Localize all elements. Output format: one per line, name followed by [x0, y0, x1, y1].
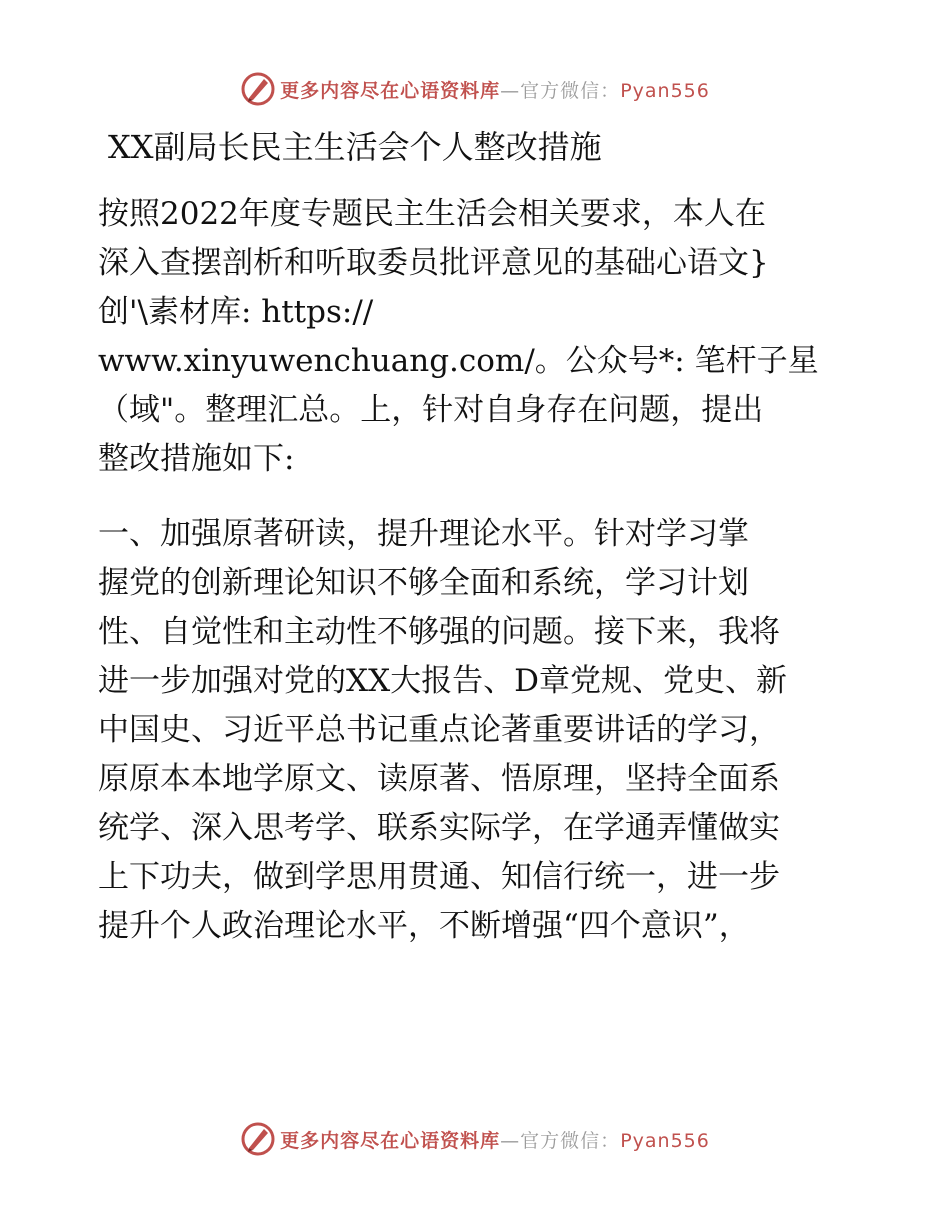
watermark-brand: 更多内容尽在心语资料库: [280, 79, 501, 102]
paragraph-intro: [98, 190, 858, 484]
watermark-separator: —: [500, 1129, 521, 1152]
text-line: 按照2022年度专题民主生活会相关要求，本人在: [98, 196, 766, 232]
watermark-prefix: 官方微信：: [520, 79, 621, 102]
document-body: [98, 124, 858, 951]
text-line: 整改措施如下:: [98, 441, 295, 477]
text-line: 统学、深入思考学、联系实际学，在学通弄懂做实: [98, 810, 780, 846]
header-watermark: [0, 66, 950, 112]
watermark-text: [280, 1126, 710, 1153]
watermark-brand: 更多内容尽在心语资料库: [280, 1129, 501, 1152]
watermark-text: [280, 76, 710, 103]
paragraph-section-1: [98, 510, 858, 951]
text-line: 原原本本地学原文、读原著、悟原理，坚持全面系: [98, 761, 780, 797]
text-line: 进一步加强对党的XX大报告、D章党规、党史、新: [98, 663, 787, 699]
footer-watermark: [0, 1116, 950, 1162]
text-line: （域"。整理汇总。上，针对自身存在问题，提出: [98, 392, 764, 428]
document-title: XX副局长民主生活会个人整改措施: [108, 128, 602, 166]
pen-nib-logo-icon: [240, 71, 276, 107]
text-line: 性、自觉性和主动性不够强的问题。接下来，我将: [98, 614, 780, 650]
watermark-separator: —: [500, 79, 521, 102]
text-line: 中国史、习近平总书记重点论著重要讲话的学习，: [98, 712, 780, 748]
text-line: 一、加强原著研读，提升理论水平。针对学习掌: [98, 516, 749, 552]
text-line: 深入查摆剖析和听取委员批评意见的基础心语文}: [98, 245, 769, 281]
pen-nib-logo-icon: [240, 1121, 276, 1157]
text-line: 提升个人政治理论水平，不断增强“四个意识”，: [98, 908, 750, 944]
text-line: 创'\素材库: https://: [98, 294, 374, 330]
watermark-prefix: 官方微信：: [520, 1129, 621, 1152]
watermark-account: Pyan556: [620, 79, 710, 102]
text-line: 握党的创新理论知识不够全面和系统，学习计划: [98, 565, 749, 601]
text-line: www.xinyuwenchuang.com/。公众号*: 笔杆子星: [98, 343, 819, 379]
watermark-account: Pyan556: [620, 1129, 710, 1152]
text-line: 上下功夫，做到学思用贯通、知信行统一，进一步: [98, 859, 780, 895]
